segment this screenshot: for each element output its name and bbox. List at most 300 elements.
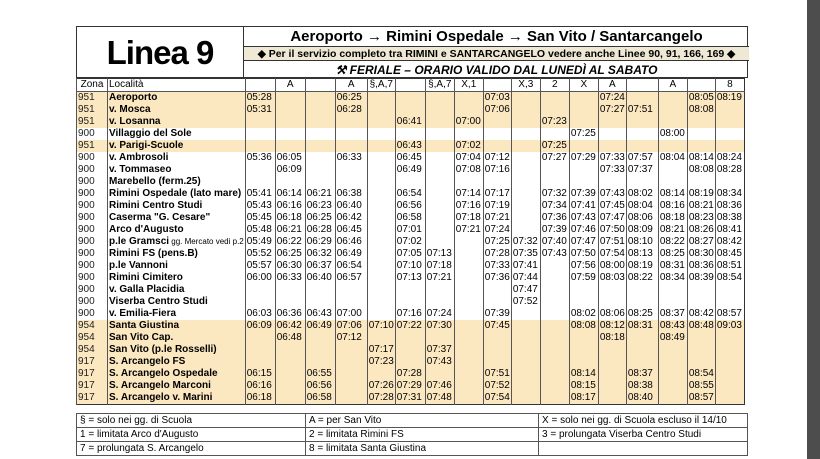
time-cell: 05:48	[245, 224, 275, 236]
time-cell: 07:36	[484, 272, 510, 283]
trip-column-header: A	[598, 79, 626, 92]
stop-note: gg. Mercato vedi p.2	[169, 237, 244, 246]
stop-name-text: Rimini Centro Studi	[109, 200, 203, 211]
stop-name-text: Marebello (ferm.25)	[109, 176, 201, 187]
time-cell	[715, 128, 744, 140]
time-cell	[598, 356, 626, 368]
timetable-row	[77, 92, 745, 105]
stop-name	[108, 368, 246, 380]
time-cell	[335, 356, 367, 368]
stop-name-text: v. Mosca	[109, 104, 151, 115]
stop-name-text: v. Galla Placidia	[109, 284, 185, 295]
time-cell	[687, 176, 715, 188]
legend-entry	[539, 442, 748, 456]
legend-row	[77, 442, 748, 456]
stop-name-text: S. Arcangelo Marconi	[109, 380, 211, 391]
time-cell: 08:19	[715, 92, 744, 105]
time-cell	[454, 284, 483, 296]
time-cell	[658, 116, 687, 128]
timetable-row	[77, 104, 745, 116]
time-cell	[245, 140, 275, 152]
time-cell: 08:26	[688, 224, 714, 235]
time-cell	[335, 296, 367, 308]
time-cell	[658, 176, 687, 188]
legend-entry: 8 = limitata Santa Giustina	[306, 442, 539, 456]
time-cell: 07:23	[368, 356, 394, 367]
zona-cell: 954	[77, 320, 108, 332]
timetable-row	[77, 224, 745, 236]
time-cell	[305, 128, 335, 140]
time-cell	[305, 296, 335, 308]
time-cell: 07:12	[335, 332, 367, 344]
time-cell	[367, 176, 395, 188]
time-cell: 08:04	[658, 152, 687, 164]
time-cell	[511, 104, 540, 116]
trip-column-header	[245, 79, 275, 92]
time-cell: 06:09	[275, 164, 305, 176]
time-cell	[425, 176, 454, 188]
time-cell	[245, 164, 275, 176]
time-cell	[658, 392, 687, 405]
time-cell	[454, 248, 483, 260]
time-cell	[626, 284, 658, 296]
time-cell: 06:46	[335, 236, 367, 248]
time-cell	[454, 272, 483, 284]
time-cell	[335, 128, 367, 140]
time-cell	[275, 284, 305, 296]
timetable-row	[77, 296, 745, 308]
time-cell	[658, 356, 687, 368]
time-cell: 05:36	[245, 152, 275, 164]
time-cell: 07:25	[484, 236, 510, 247]
time-cell	[540, 104, 569, 116]
trip-column-header: §,A,7	[367, 79, 395, 92]
timetable-row	[77, 284, 745, 296]
time-cell: 08:06	[626, 212, 658, 224]
time-cell: 06:43	[395, 140, 425, 152]
zona-cell: 900	[77, 272, 108, 284]
time-cell	[569, 164, 598, 176]
stop-name	[108, 140, 246, 152]
time-cell	[540, 128, 569, 140]
time-cell	[305, 332, 335, 344]
time-cell: 07:02	[454, 140, 483, 152]
time-cell	[335, 176, 367, 188]
time-cell: 08:03	[599, 272, 625, 283]
time-cell: 06:42	[275, 320, 305, 332]
time-cell	[598, 140, 626, 152]
time-cell	[658, 296, 687, 308]
time-cell	[454, 368, 483, 380]
time-cell: 07:32	[511, 236, 540, 248]
time-cell	[275, 392, 305, 405]
stop-name	[108, 296, 246, 308]
stop-name	[108, 308, 246, 320]
time-cell	[569, 356, 598, 368]
time-cell	[511, 320, 540, 332]
time-cell: 06:54	[395, 188, 425, 200]
time-cell	[425, 116, 454, 128]
time-cell: 08:10	[626, 236, 658, 248]
time-cell: 06:56	[305, 380, 335, 392]
time-cell: 07:50	[599, 224, 625, 235]
time-cell: 05:31	[245, 104, 275, 116]
time-cell: 06:21	[305, 188, 335, 200]
time-cell: 08:38	[715, 212, 744, 224]
time-cell	[275, 344, 305, 356]
time-cell: 07:22	[395, 320, 425, 332]
time-cell: 08:22	[658, 236, 687, 248]
timetable-row	[77, 152, 745, 164]
stop-name-text: Viserba Centro Studi	[109, 296, 208, 307]
time-cell: 08:57	[715, 308, 744, 320]
time-cell	[569, 176, 598, 188]
time-cell: 08:36	[688, 260, 714, 271]
time-cell: 08:02	[569, 308, 598, 320]
time-cell: 07:33	[484, 260, 510, 271]
stop-name-text: S. Arcangelo v. Marini	[109, 392, 213, 403]
time-cell	[511, 224, 540, 236]
stop-name	[108, 344, 246, 356]
trip-column-header: 2	[540, 79, 569, 92]
zona-cell: 951	[77, 140, 108, 152]
stop-name	[108, 380, 246, 392]
time-cell: 07:16	[484, 164, 510, 175]
time-cell	[367, 284, 395, 296]
time-cell	[425, 104, 454, 116]
trip-column-header: 8	[715, 79, 744, 92]
service-note: ◆ Per il servizio completo tra RIMINI e SANTARCANGELO vedere anche Linee 90, 91, 166, 169 ◆	[244, 47, 749, 61]
stop-name-text: S. Arcangelo FS	[109, 356, 186, 367]
time-cell	[569, 140, 598, 152]
time-cell	[245, 296, 275, 308]
time-cell	[425, 92, 454, 105]
time-cell	[598, 380, 626, 392]
time-cell	[395, 104, 425, 116]
time-cell	[658, 104, 687, 116]
time-cell: 08:25	[658, 248, 687, 260]
time-cell: 06:58	[395, 212, 425, 224]
time-cell: 08:22	[626, 272, 658, 284]
time-cell	[511, 92, 540, 105]
time-cell: 07:48	[425, 392, 454, 405]
time-cell: 07:32	[540, 188, 569, 200]
stop-name-text: Rimini Cimitero	[109, 272, 183, 283]
zona-cell: 900	[77, 212, 108, 224]
time-cell	[454, 260, 483, 272]
zona-cell: 900	[77, 128, 108, 140]
stop-name-text: Santa Giustina	[109, 320, 180, 331]
stop-name	[108, 104, 246, 116]
time-cell: 07:51	[484, 368, 510, 379]
time-cell: 08:40	[626, 392, 658, 405]
time-cell: 06:09	[245, 320, 275, 332]
time-cell	[598, 392, 626, 405]
legend-entry: X = solo nei gg. di Scuola escluso il 14/10	[539, 414, 748, 428]
time-cell	[367, 308, 395, 320]
time-cell	[569, 92, 598, 105]
stop-name-text: v. Tommaseo	[109, 164, 172, 175]
time-cell	[275, 368, 305, 380]
time-cell	[511, 212, 540, 224]
time-cell: 07:02	[395, 236, 425, 248]
time-cell: 07:19	[484, 200, 510, 211]
scrollbar[interactable]	[807, 0, 820, 459]
time-cell	[483, 296, 511, 308]
stop-name-text: Rimini Ospedale (lato mare)	[109, 188, 242, 199]
time-cell: 08:42	[715, 236, 744, 248]
time-cell: 06:03	[245, 308, 275, 320]
time-cell	[540, 344, 569, 356]
time-cell: 08:19	[626, 260, 658, 272]
time-cell: 07:24	[599, 92, 625, 103]
time-cell	[540, 308, 569, 320]
time-cell	[715, 284, 744, 296]
time-cell: 07:36	[540, 212, 569, 224]
stop-name	[108, 236, 246, 248]
time-cell: 08:54	[688, 368, 714, 379]
time-cell	[367, 212, 395, 224]
stop-name-text: S. Arcangelo Ospedale	[109, 368, 218, 379]
time-cell	[715, 392, 744, 405]
timetable-row	[77, 116, 745, 128]
time-cell: 05:28	[245, 92, 275, 105]
trip-column-header: X,3	[511, 79, 540, 92]
stop-name	[108, 224, 246, 236]
time-cell: 07:27	[540, 152, 569, 164]
time-cell	[395, 296, 425, 308]
zona-header: Zona	[77, 79, 108, 92]
time-cell: 07:28	[484, 248, 510, 259]
time-cell	[335, 140, 367, 152]
stop-name	[108, 176, 246, 188]
time-cell	[305, 176, 335, 188]
time-cell: 07:25	[540, 140, 569, 152]
time-cell: 07:43	[569, 212, 598, 224]
stop-name	[108, 272, 246, 284]
timetable-row	[77, 380, 745, 392]
time-cell: 06:36	[275, 308, 305, 320]
time-cell: 06:16	[245, 380, 275, 392]
time-cell: 08:12	[599, 320, 625, 331]
time-cell: 07:34	[540, 200, 569, 212]
timetable-row	[77, 272, 745, 284]
time-cell	[540, 164, 569, 176]
time-cell	[305, 344, 335, 356]
time-cell: 07:27	[599, 104, 625, 115]
time-cell	[305, 152, 335, 164]
time-cell: 07:39	[484, 308, 510, 319]
time-cell: 08:18	[599, 332, 625, 343]
time-cell	[454, 380, 483, 392]
time-cell: 07:43	[425, 356, 454, 368]
timetable-row	[77, 356, 745, 368]
time-cell	[454, 104, 483, 116]
time-cell: 07:46	[425, 380, 454, 392]
time-cell	[245, 332, 275, 344]
time-cell: 07:44	[511, 272, 540, 284]
time-cell	[335, 380, 367, 392]
time-cell	[395, 176, 425, 188]
time-cell	[715, 368, 744, 380]
time-cell: 07:46	[569, 224, 598, 236]
time-cell: 07:43	[540, 248, 569, 260]
time-cell	[275, 380, 305, 392]
zona-cell: 951	[77, 92, 108, 105]
time-cell: 07:43	[599, 188, 625, 199]
trip-column-header: X	[569, 79, 598, 92]
time-cell: 08:17	[569, 392, 598, 405]
time-cell: 07:13	[425, 248, 454, 260]
time-cell: 07:08	[454, 164, 483, 176]
time-cell: 06:40	[335, 200, 367, 212]
time-cell	[454, 320, 483, 332]
time-cell: 07:41	[511, 260, 540, 272]
time-cell	[658, 284, 687, 296]
time-cell	[395, 344, 425, 356]
time-cell	[687, 344, 715, 356]
time-cell: 08:39	[688, 272, 714, 283]
time-cell: 07:21	[425, 272, 454, 284]
time-cell: 07:47	[569, 236, 598, 248]
time-cell	[367, 200, 395, 212]
time-cell: 08:27	[688, 236, 714, 247]
time-cell: 08:13	[626, 248, 658, 260]
time-cell: 06:18	[275, 212, 305, 224]
time-cell: 08:09	[626, 224, 658, 236]
time-cell: 06:29	[305, 236, 335, 248]
time-cell	[598, 284, 626, 296]
time-cell	[540, 92, 569, 105]
zona-cell: 900	[77, 248, 108, 260]
time-cell	[245, 344, 275, 356]
time-cell: 07:18	[454, 212, 483, 224]
time-cell: 09:03	[715, 320, 744, 332]
time-cell: 07:37	[626, 164, 658, 176]
time-cell: 08:08	[688, 164, 714, 175]
time-cell: 07:03	[484, 92, 510, 103]
time-cell	[425, 128, 454, 140]
time-cell	[511, 140, 540, 152]
legend-entry: § = solo nei gg. di Scuola	[77, 414, 306, 428]
time-cell	[569, 344, 598, 356]
time-cell	[367, 224, 395, 236]
time-cell: 06:18	[245, 392, 275, 405]
stop-name	[108, 320, 246, 332]
time-cell	[275, 104, 305, 116]
time-cell	[483, 128, 511, 140]
time-cell: 08:08	[688, 104, 714, 115]
stop-name-text: Villaggio del Sole	[109, 128, 192, 139]
time-cell: 06:28	[335, 104, 367, 116]
time-cell: 06:05	[275, 152, 305, 164]
time-cell	[425, 212, 454, 224]
time-cell	[305, 356, 335, 368]
time-cell	[305, 140, 335, 152]
time-cell	[425, 368, 454, 380]
time-cell	[598, 128, 626, 140]
time-cell: 07:23	[540, 116, 569, 128]
time-cell: 06:25	[275, 248, 305, 260]
time-cell: 08:49	[658, 332, 687, 344]
stop-name	[108, 92, 246, 105]
time-cell	[275, 356, 305, 368]
trip-column-header	[305, 79, 335, 92]
timetable-row	[77, 248, 745, 260]
stop-name-text: v. Ambrosoli	[109, 152, 169, 163]
time-cell	[245, 176, 275, 188]
time-cell	[335, 392, 367, 405]
time-cell: 07:33	[599, 152, 625, 163]
time-cell: 07:10	[368, 320, 394, 331]
time-cell	[305, 164, 335, 176]
time-cell: 08:54	[715, 272, 744, 284]
time-cell: 07:39	[569, 188, 598, 200]
time-cell	[511, 152, 540, 164]
zona-cell: 900	[77, 176, 108, 188]
time-cell: 08:24	[715, 152, 744, 164]
time-cell: 07:47	[511, 284, 540, 296]
time-cell: 08:31	[626, 320, 658, 332]
time-cell	[335, 284, 367, 296]
zona-cell: 951	[77, 104, 108, 116]
time-cell: 07:30	[425, 320, 454, 332]
time-cell	[454, 296, 483, 308]
time-cell	[687, 296, 715, 308]
trip-column-header: A	[658, 79, 687, 92]
timetable-row	[77, 188, 745, 200]
timetable-row	[77, 392, 745, 405]
legend-entry: 2 = limitata Rimini FS	[306, 428, 539, 442]
timetable-row	[77, 308, 745, 320]
time-cell	[454, 356, 483, 368]
time-cell	[483, 116, 511, 128]
time-cell	[687, 128, 715, 140]
stop-name-text: p.le Gramsci	[109, 236, 170, 247]
time-cell: 06:14	[275, 188, 305, 200]
time-cell: 07:51	[626, 104, 658, 116]
time-cell: 07:57	[626, 152, 658, 164]
time-cell	[598, 176, 626, 188]
time-cell: 06:49	[305, 320, 335, 332]
time-cell: 07:17	[484, 188, 510, 199]
time-cell	[425, 200, 454, 212]
time-cell	[305, 116, 335, 128]
zona-cell: 900	[77, 296, 108, 308]
time-cell: 08:42	[688, 308, 714, 319]
time-cell: 08:51	[715, 260, 744, 272]
time-cell	[511, 380, 540, 392]
stop-name	[108, 188, 246, 200]
timetable-row	[77, 344, 745, 356]
time-cell	[454, 236, 483, 248]
stop-name-text: Rimini FS (pens.B)	[109, 248, 198, 259]
stop-name	[108, 284, 246, 296]
time-cell	[245, 116, 275, 128]
time-cell	[569, 116, 598, 128]
time-cell	[569, 296, 598, 308]
time-cell	[626, 128, 658, 140]
time-cell	[335, 164, 367, 176]
time-cell: 08:21	[688, 200, 714, 211]
time-cell	[511, 344, 540, 356]
time-cell	[367, 188, 395, 200]
time-cell: 06:33	[275, 272, 305, 284]
stop-name-text: Caserma "G. Cesare"	[109, 212, 211, 223]
zona-cell: 951	[77, 116, 108, 128]
time-cell: 06:49	[335, 248, 367, 260]
time-cell	[540, 392, 569, 405]
